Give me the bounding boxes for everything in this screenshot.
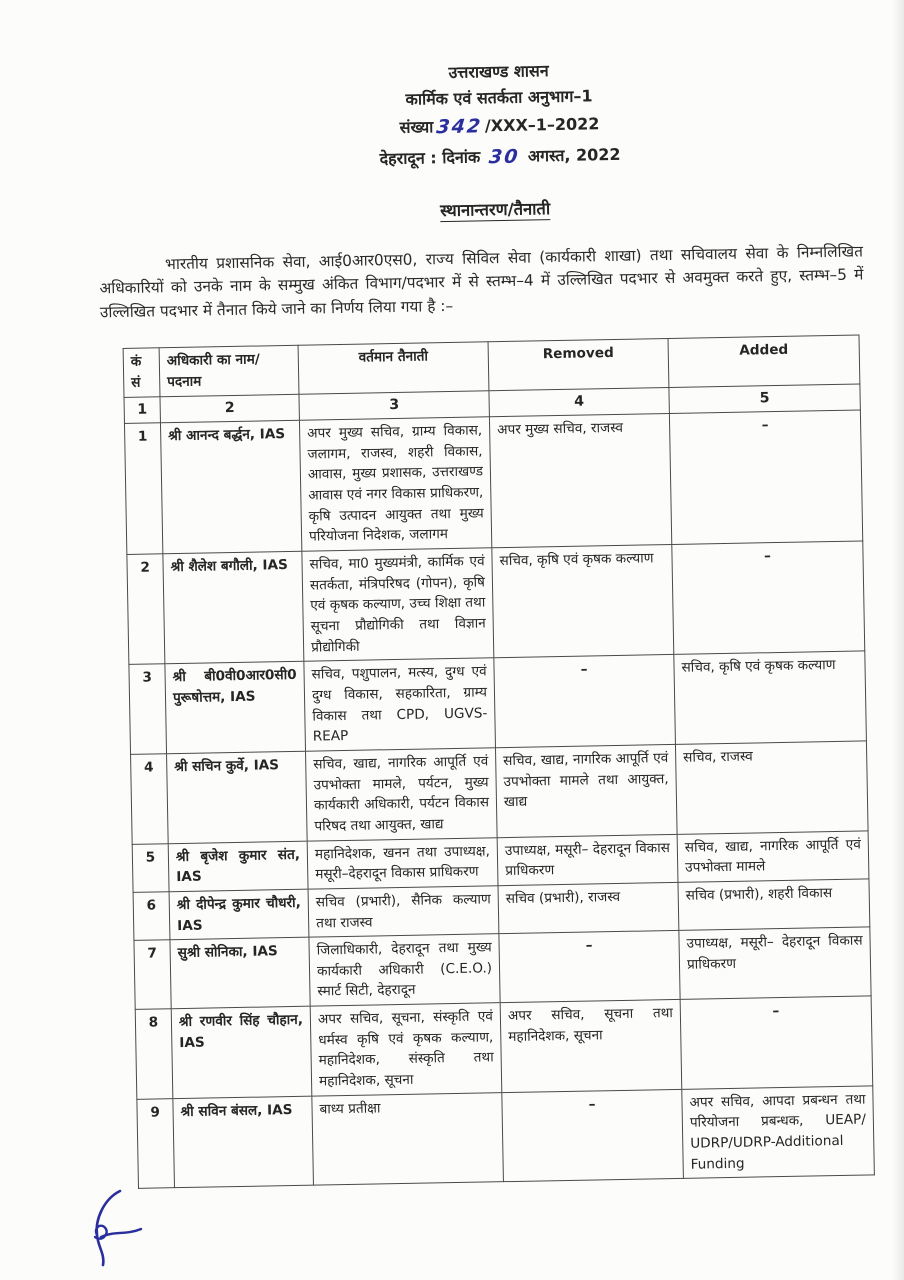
department-name: कार्मिक एवं सतर्कता अनुभाग–1 <box>405 85 593 109</box>
removed-cell: अपर मुख्य सचिव, राजस्व <box>489 414 671 548</box>
removed-cell: – <box>494 655 676 748</box>
added-cell: सचिव, खाद्य, नागरिक आपूर्ति एवं उपभोक्ता मामले <box>677 830 869 882</box>
officer-name-cell: श्री बी0वी0आर0सी0 पुरूषोत्तम, IAS <box>165 662 306 754</box>
current-posting-cell: महानिदेशक, खनन तथा उपाध्यक्ष, मसूरी–देहरादून विकास प्राधिकरण <box>307 837 498 889</box>
current-posting-cell: सचिव (प्रभारी), सैनिक कल्याण तथा राजस्व <box>308 886 499 938</box>
subject-line <box>128 190 862 226</box>
table-row-9 <box>137 1086 875 1189</box>
removed-cell: – <box>499 931 680 1003</box>
serial-cell: 6 <box>133 892 170 941</box>
table-row-4 <box>131 741 869 844</box>
removed-cell: उपाध्यक्ष, मसूरी– देहरादून विकास प्राधिकरण <box>497 834 678 886</box>
current-posting-cell: अपर मुख्य सचिव, ग्राम्य विकास, जलागम, राजस्व, शहरी विकास, आवास, मुख्य प्रशासक, उत्तराखण्ड आवास एवं नगर विकास प्राधिकरण, कृषि उत्पादन आयुक्त तथा मुख्य परियोजना निदेशक, जलागम <box>299 417 491 551</box>
current-posting-cell: बाध्य प्रतीक्षा <box>312 1092 504 1185</box>
removed-cell: सचिव, कृषि एवं कृषक कल्याण <box>492 544 674 658</box>
added-cell: सचिव (प्रभारी), शहरी विकास <box>678 879 870 931</box>
added-cell: – <box>672 541 865 655</box>
table-row-8 <box>135 996 873 1099</box>
current-posting-cell: सचिव, मा0 मुख्यमंत्री, कार्मिक एवं सतर्कता, मंत्रिपरिषद (गोपन), कृषि एवं कृषक कल्याण, उच्च शिक्षा तथा सूचना प्रौद्योगिकी तथा विज्ञान प्रौद्योगिकी <box>302 548 494 662</box>
number-rest: /XXX–1–2022 <box>484 114 600 136</box>
added-cell: अपर सचिव, आपदा प्रबन्धन तथा परियोजना प्रबन्धक, UEAP/ UDRP/UDRP-Additional Funding <box>682 1086 875 1179</box>
column-number: 4 <box>489 387 669 417</box>
officer-name-cell: श्री सचिन कुर्वे, IAS <box>167 751 308 843</box>
added-cell: सचिव, कृषि एवं कृषक कल्याण <box>674 651 867 744</box>
column-number: 2 <box>160 394 299 423</box>
serial-cell: 4 <box>131 754 169 844</box>
signature-initials <box>82 1186 148 1270</box>
serial-cell: 9 <box>137 1098 175 1188</box>
column-header-current-posting: वर्तमान तैनाती <box>298 342 489 394</box>
handwritten-letter-number: 342 <box>435 115 484 139</box>
serial-cell: 2 <box>127 554 165 665</box>
current-posting-cell: जिलाधिकारी, देहरादून तथा मुख्य कार्यकारी अधिकारी (C.E.O.) स्मार्ट सिटी, देहरादून <box>309 934 500 1006</box>
number-label: संख्या <box>399 117 434 138</box>
serial-cell: 8 <box>135 1009 173 1099</box>
intro-paragraph: भारतीय प्रशासनिक सेवा, आई0आर0एस0, राज्य सिविल सेवा (कार्यकारी शाखा) तथा सचिवालय सेवा के निम्नलिखित अधिकारियों को उनके नाम के सम्मुख अंकित विभाग/पदभार में से स्तम्भ–4 में उल्लिखित पदभार से अवमुक्त करते हुए, स्तम्भ–5 में उल्लिखित पदभार में तैनात किये जाने का निर्णय लिया गया है :– <box>99 242 864 322</box>
handwritten-date: 30 <box>487 145 521 168</box>
table-row-3 <box>129 651 867 754</box>
document-header <box>137 52 861 177</box>
added-cell: – <box>669 410 862 544</box>
officer-name-cell: श्री दीपेन्द्र कुमार चौधरी, IAS <box>169 889 309 940</box>
column-number: 5 <box>669 383 860 413</box>
officer-name-cell: श्री शैलेश बगौली, IAS <box>163 551 304 664</box>
table-row-2 <box>127 541 865 665</box>
removed-cell: सचिव (प्रभारी), राजस्व <box>498 882 679 934</box>
subject-title: स्थानान्तरण/तैनाती <box>439 199 551 221</box>
government-name: उत्तराखण्ड शासन <box>448 61 549 82</box>
serial-cell: 3 <box>129 664 167 754</box>
added-cell: उपाध्यक्ष, मसूरी– देहरादून विकास प्राधिकरण <box>679 927 871 999</box>
date-rest: अगस्त, 2022 <box>527 144 621 166</box>
current-posting-cell: सचिव, खाद्य, नागरिक आपूर्ति एवं उपभोक्ता मामले, पर्यटन, मुख्य कार्यकारी अधिकारी, पर्यटन विकास परिषद तथा आयुक्त, खाद्य <box>306 748 498 841</box>
serial-cell: 1 <box>124 423 162 555</box>
removed-cell: – <box>502 1089 684 1182</box>
officer-name-cell: सुश्री सोनिका, IAS <box>170 937 310 1009</box>
column-header-removed: Removed <box>488 339 669 391</box>
current-posting-cell: सचिव, पशुपालन, मत्स्य, दुग्ध एवं दुग्ध विकास, सहकारिता, ग्राम्य विकास तथा CPD, UGVS-REAP <box>304 658 496 751</box>
serial-cell: 5 <box>132 843 169 892</box>
place-date-label: देहरादून : दिनांक <box>379 146 481 168</box>
current-posting-cell: अपर सचिव, सूचना, संस्कृति एवं धर्मस्व कृषि एवं कृषक कल्याण, महानिदेशक, संस्कृति तथा महानिदेशक, सूचना <box>310 1003 502 1096</box>
column-number: 1 <box>124 396 160 423</box>
column-header-serial: कं सं <box>123 348 160 397</box>
column-number: 3 <box>299 390 489 420</box>
serial-cell: 7 <box>134 940 171 1010</box>
added-cell: सचिव, राजस्व <box>675 741 868 834</box>
officer-name-cell: श्री बृजेश कुमार संत, IAS <box>168 841 308 892</box>
added-cell: – <box>680 996 873 1089</box>
removed-cell: सचिव, खाद्य, नागरिक आपूर्ति एवं उपभोक्ता मामले तथा आयुक्त, खाद्य <box>495 744 677 837</box>
transfer-posting-table <box>123 335 875 1190</box>
removed-cell: अपर सचिव, सूचना तथा महानिदेशक, सूचना <box>500 1000 682 1093</box>
officer-name-cell: श्री सविन बंसल, IAS <box>173 1096 314 1188</box>
column-header-officer-name: अधिकारी का नाम/ पदनाम <box>159 345 299 396</box>
table-row-1 <box>124 410 862 554</box>
column-header-added: Added <box>668 335 860 387</box>
officer-name-cell: श्री रणवीर सिंह चौहान, IAS <box>171 1006 312 1098</box>
officer-name-cell: श्री आनन्द बर्द्धन, IAS <box>160 420 301 553</box>
